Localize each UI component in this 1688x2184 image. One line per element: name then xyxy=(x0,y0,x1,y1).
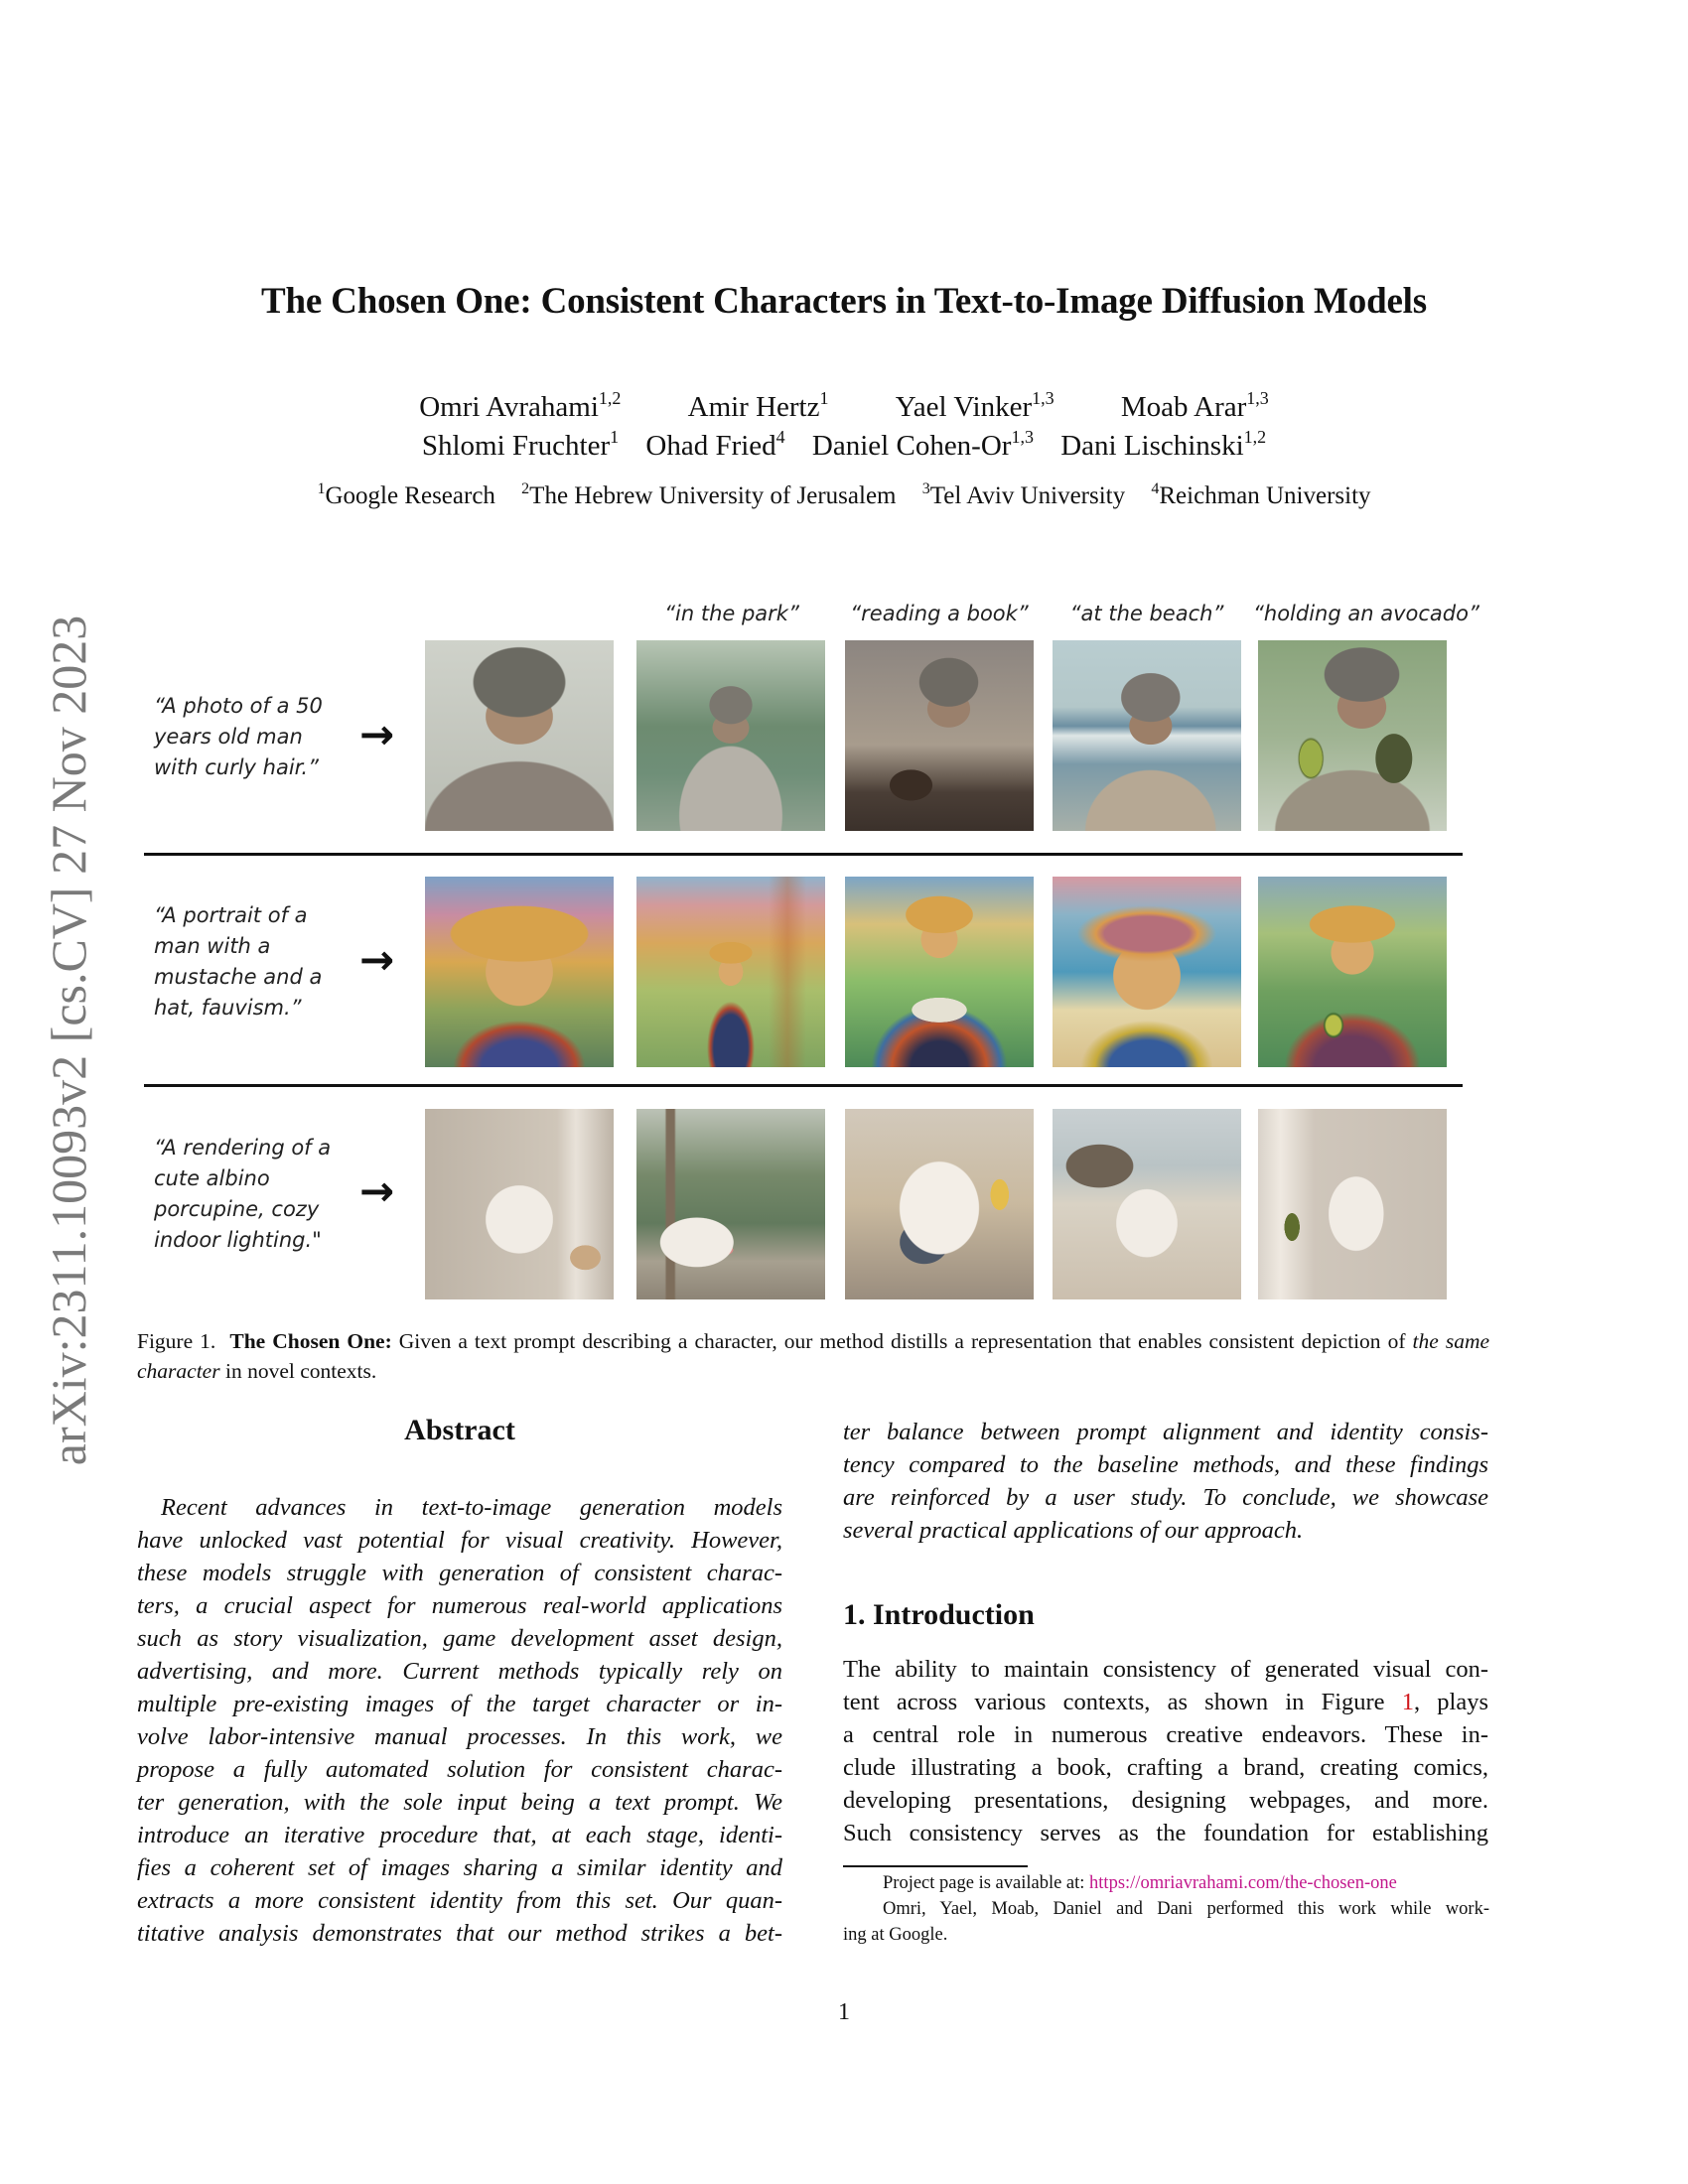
image-man-at-beach xyxy=(1053,640,1241,831)
affiliation: $^4$Reichman University xyxy=(1151,480,1371,509)
image-fauvism-in-park xyxy=(636,877,825,1067)
author: Amir Hertz$^1$ xyxy=(687,388,829,423)
arrow-right-icon: → xyxy=(359,935,395,984)
arrow-right-icon: → xyxy=(359,1166,395,1215)
page-number: 1 xyxy=(838,1999,850,2025)
context-label-beach: “at the beach” xyxy=(1069,602,1224,625)
image-fauvism-reading-book xyxy=(845,877,1034,1067)
author: Ohad Fried$^4$ xyxy=(645,427,785,462)
image-porcupine-reading-book xyxy=(845,1109,1034,1299)
abstract-heading: Abstract xyxy=(404,1414,515,1446)
affiliation: $^1$Google Research xyxy=(317,480,495,509)
image-porcupine-in-park xyxy=(636,1109,825,1299)
author: Yael Vinker$^{1,3}$ xyxy=(895,388,1055,423)
image-man-reading-book xyxy=(845,640,1034,831)
footnotes: Project page is available at: https://omriavrahami.com/the-chosen-one Omri, Yael, Moab, Daniel and Dani performed this work while work- ing at Google. xyxy=(843,1873,1489,1945)
footnote-rule xyxy=(843,1865,1028,1867)
author-list-row-2 xyxy=(0,427,1688,463)
figure-caption: Figure 1. The Chosen One: Given a text prompt describing a character, our method distills a representation that enables consistent depiction of the same character in novel contexts. xyxy=(137,1329,1490,1383)
prompt-albino-porcupine: “A rendering of a cute albino porcupine, cozy indoor lighting." xyxy=(154,1136,332,1252)
project-page-link[interactable]: https://omriavrahami.com/the-chosen-one xyxy=(1089,1873,1397,1893)
author: Dani Lischinski$^{1,2}$ xyxy=(1060,427,1267,462)
author: Omri Avrahami$^{1,2}$ xyxy=(419,388,622,423)
abstract-body: Recent advances in text-to-image generation models have unlocked vast potential for visual creativity. However, these models struggle with generation of consistent charac- ters, a crucial aspect for numerous real-world applications such as story visualization, game development asset design, advertising, and more. Current methods typically rely on multiple pre-existing images of the target character or in- volve labor-intensive manual processes. In this work, we propose a fully automated solution for consistent charac- ter generation, with the sole input being a text prompt. We introduce an iterative procedure that, at each stage, identi- fies a coherent set of images sharing a similar identity and extracts a more consistent identity from this set. Our quan- titative analysis demonstrates that our method strikes a bet- xyxy=(137,1494,782,1947)
author: Daniel Cohen-Or$^{1,3}$ xyxy=(811,427,1034,462)
author: Shlomi Fruchter$^1$ xyxy=(421,427,620,462)
section-heading-introduction: 1. Introduction xyxy=(843,1598,1035,1631)
prompt-fauvism-man: “A portrait of a man with a mustache and a hat, fauvism.” xyxy=(154,903,323,1020)
row-separator xyxy=(144,853,1463,856)
abstract-continued: ter balance between prompt alignment and identity consis- tency compared to the baseline methods, and these findings are reinforced by a user study. To conclude, we showcase several practical applications of our approach. xyxy=(843,1419,1488,1544)
affiliation: $^2$The Hebrew University of Jerusalem xyxy=(521,480,897,509)
context-label-park: “in the park” xyxy=(664,602,799,625)
image-porcupine-holding-avocado xyxy=(1258,1109,1447,1299)
introduction-body: The ability to maintain consistency of generated visual con- tent across various contexts, as shown in Figure 1, plays a central role in numerous creative endeavors. These in- clude illustrating a book, crafting a brand, creating comics, developing presentations, designing webpages, and more. Such consistency serves as the foundation for establishing xyxy=(843,1656,1488,1846)
author: Moab Arar$^{1,3}$ xyxy=(1120,388,1269,423)
row-separator xyxy=(144,1084,1463,1087)
image-fauvism-holding-avocado xyxy=(1258,877,1447,1067)
author-list-row-1 xyxy=(0,388,1688,424)
paper-title: The Chosen One: Consistent Characters in Text-to-Image Diffusion Models xyxy=(261,281,1427,322)
arxiv-identifier: arXiv:2311.10093v2 [cs.CV] 27 Nov 2023 xyxy=(41,614,96,1466)
prompt-curly-man: “A photo of a 50 years old man with curly hair.” xyxy=(154,694,323,779)
image-man-portrait xyxy=(425,640,614,831)
affiliation: $^3$Tel Aviv University xyxy=(921,480,1126,509)
image-man-holding-avocado xyxy=(1258,640,1447,831)
figure-reference-link[interactable]: 1 xyxy=(1401,1689,1414,1715)
image-porcupine-at-beach xyxy=(1053,1109,1241,1299)
context-label-reading: “reading a book” xyxy=(850,602,1029,625)
image-man-in-park xyxy=(636,640,825,831)
context-label-avocado: “holding an avocado” xyxy=(1253,602,1479,625)
image-porcupine-indoor xyxy=(425,1109,614,1299)
image-fauvism-portrait xyxy=(425,877,614,1067)
affiliations xyxy=(0,482,1688,510)
arrow-right-icon: → xyxy=(359,710,395,758)
image-fauvism-at-beach xyxy=(1053,877,1241,1067)
